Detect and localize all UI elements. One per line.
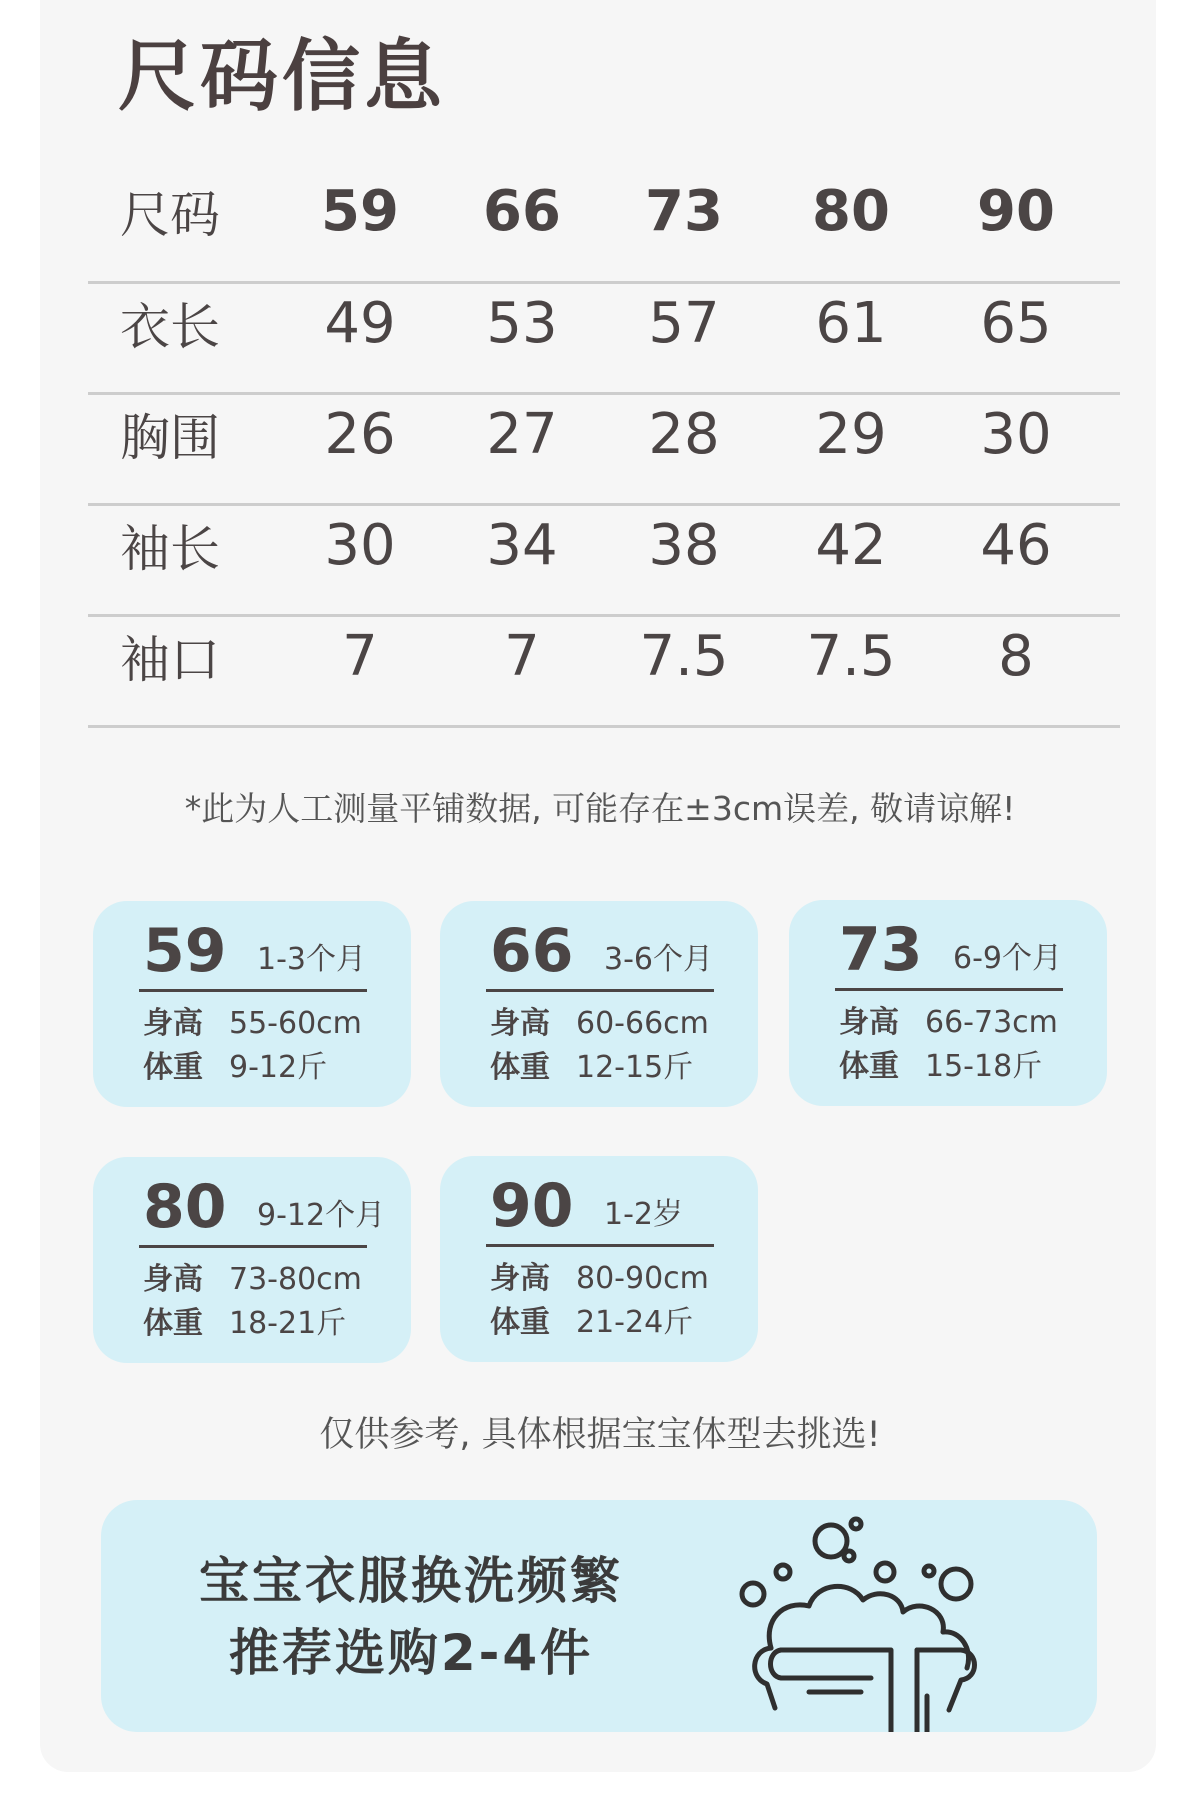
page-title: 尺码信息 [118,32,447,122]
height-label: 身高 [143,1006,203,1041]
weight-label: 体重 [490,1305,550,1340]
height-value: 55-60cm [229,1006,362,1041]
weight-value: 15-18斤 [925,1049,1043,1084]
size-tile-59 [93,901,411,1107]
table-cell: 8 [998,624,1034,689]
table-cell: 30 [324,513,396,578]
weight-value: 18-21斤 [229,1306,347,1341]
tile-size: 90 [490,1171,574,1241]
recommendation-banner [101,1500,1097,1732]
table-cell: 66 [483,179,561,244]
tile-weight-row [143,1306,347,1341]
table-cell: 53 [486,291,558,356]
table-cell: 30 [980,402,1052,467]
banner-line-1: 宝宝衣服换洗频繁 [199,1552,623,1610]
tile-divider [486,1244,714,1247]
row-label: 袖长 [120,520,220,578]
row-label: 袖口 [120,631,220,689]
tile-divider [486,989,714,992]
table-cell: 73 [645,179,723,244]
table-cell: 28 [648,402,720,467]
measurement-note: *此为人工测量平铺数据, 可能存在±3cm误差, 敬请谅解! [184,789,1016,828]
tile-size: 66 [490,916,574,986]
size-tile-66 [440,901,758,1107]
table-cell: 46 [980,513,1052,578]
tile-weight-row [490,1050,694,1085]
tile-age: 1-2岁 [604,1197,683,1232]
table-cell: 26 [324,402,396,467]
tile-height-row [490,1006,709,1041]
tile-size: 59 [143,916,227,986]
table-row-sleeve [88,506,1120,617]
tile-divider [139,1245,367,1248]
tile-height-row [490,1261,709,1296]
table-cell: 65 [980,291,1052,356]
size-tile-73 [789,900,1107,1106]
table-row-size [88,172,1120,284]
table-row-chest [88,395,1120,506]
table-cell: 7 [504,624,540,689]
tile-weight-row [839,1049,1043,1084]
weight-label: 体重 [839,1049,899,1084]
table-cell: 57 [648,291,720,356]
tile-age: 6-9个月 [953,941,1062,976]
table-cell: 7 [342,624,378,689]
height-value: 66-73cm [925,1005,1058,1040]
table-cell: 7.5 [639,624,729,689]
height-label: 身高 [143,1262,203,1297]
table-row-cuff [88,617,1120,728]
table-cell: 42 [815,513,887,578]
table-cell: 7.5 [806,624,896,689]
height-label: 身高 [490,1006,550,1041]
size-table [88,172,1120,728]
tile-height-row [839,1005,1058,1040]
height-label: 身高 [490,1261,550,1296]
table-cell: 38 [648,513,720,578]
weight-label: 体重 [143,1306,203,1341]
size-tile-90 [440,1156,758,1362]
tile-age: 9-12个月 [257,1198,386,1233]
banner-line-2: 推荐选购2-4件 [228,1624,594,1682]
tile-size: 80 [143,1172,227,1242]
tile-age: 3-6个月 [604,942,713,977]
weight-label: 体重 [143,1050,203,1085]
reference-note: 仅供参考, 具体根据宝宝体型去挑选! [319,1415,881,1455]
height-label: 身高 [839,1005,899,1040]
row-label: 尺码 [120,186,220,244]
table-cell: 59 [321,179,399,244]
weight-value: 12-15斤 [576,1050,694,1085]
table-cell: 29 [815,402,887,467]
tile-size: 73 [839,915,923,985]
tile-weight-row [143,1050,328,1085]
tile-height-row [143,1006,362,1041]
table-cell: 27 [486,402,558,467]
height-value: 60-66cm [576,1006,709,1041]
tile-age: 1-3个月 [257,942,366,977]
tile-divider [139,989,367,992]
table-row-length [88,284,1120,395]
weight-value: 9-12斤 [229,1050,328,1085]
tile-height-row [143,1262,362,1297]
row-label: 衣长 [120,298,220,356]
tile-divider [835,988,1063,991]
table-cell: 49 [324,291,396,356]
bathtub-bubbles-icon [721,1500,1041,1732]
size-tile-80 [93,1157,411,1363]
table-cell: 80 [812,179,890,244]
height-value: 80-90cm [576,1261,709,1296]
weight-value: 21-24斤 [576,1305,694,1340]
table-cell: 61 [815,291,887,356]
row-label: 胸围 [120,409,220,467]
table-cell: 34 [486,513,558,578]
tile-weight-row [490,1305,694,1340]
table-cell: 90 [977,179,1055,244]
weight-label: 体重 [490,1050,550,1085]
row-divider [88,725,1120,728]
height-value: 73-80cm [229,1262,362,1297]
